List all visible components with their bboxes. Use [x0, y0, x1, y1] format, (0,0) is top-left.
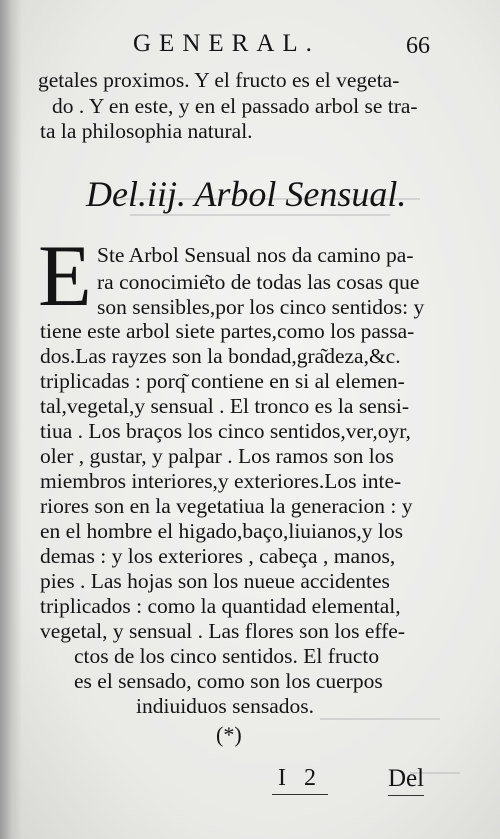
text-line: getales proximos. Y el fructo es el vegeta-: [38, 68, 400, 92]
text-line: en el hombre el higado,baço,liuianos,y los: [40, 519, 404, 543]
text-line: vegetal, y sensual . Las flores son los effe-: [40, 619, 405, 643]
text-line: triplicadas : porq͂ contiene en si al elemen-: [40, 369, 405, 393]
text-line: ctos de los cinco sentidos. El fructo: [74, 644, 380, 668]
text-line: son sensibles,por los cinco sentidos: y: [97, 295, 425, 319]
text-line: do . Y en este, y en el passado arbol se tra-: [52, 94, 418, 118]
text-line: tiene este arbol siete partes,como los passa-: [40, 319, 415, 343]
text-line: ra conocimie͂to de todas las cosas que: [97, 270, 420, 294]
bleed-through-mark: [320, 718, 440, 720]
text-line: pies . Las hojas son los nueue accidentes: [40, 569, 390, 593]
page-gutter-shadow: [0, 0, 22, 839]
text-line: ta la philosophia natural.: [40, 119, 253, 143]
text-line: indiuiduos sensados.: [136, 694, 314, 718]
text-line: tal,vegetal,y sensual . El tronco es la sensi-: [40, 394, 409, 418]
text-line: Ste Arbol Sensual nos da camino pa-: [97, 243, 414, 267]
running-head: GENERAL.: [133, 30, 320, 57]
page-number: 66: [406, 33, 430, 59]
text-line: miembros interiores,y exteriores.Los inte-: [40, 469, 402, 493]
text-line: riores son en la vegetatiua la generacion : y: [40, 494, 413, 518]
text-line: triplicados : como la quantidad elemental,: [40, 594, 401, 618]
section-heading: Del.iij. Arbol Sensual.: [86, 174, 407, 214]
catchword: Del: [388, 765, 424, 796]
drop-cap: E: [38, 228, 92, 325]
text-line: demas : y los exteriores , cabeça , manos,: [40, 544, 396, 568]
text-line: tiua . Los braços los cinco sentidos,ver,oyr,: [40, 419, 411, 443]
text-line: dos.Las rayzes son la bondad,gra͂deza,&c.: [40, 344, 401, 368]
text-line: es el sensado, como son los cuerpos: [74, 669, 383, 693]
text-line: oler , gustar, y palpar . Los ramos son los: [40, 444, 394, 468]
ornament-mark: (*): [216, 722, 242, 747]
signature-mark: I 2: [272, 765, 328, 795]
